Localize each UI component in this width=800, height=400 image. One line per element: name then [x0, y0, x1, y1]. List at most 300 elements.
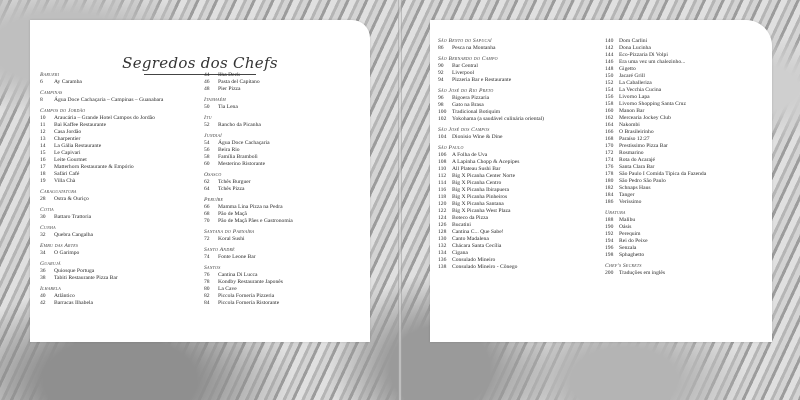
restaurant-name: Liverpool — [452, 70, 475, 76]
page-number: 12 — [40, 129, 46, 135]
page-number: 150 — [605, 73, 614, 79]
restaurant-name: Schnaps Haus — [619, 185, 651, 191]
city-heading: Barueri — [40, 72, 60, 78]
index-entry — [40, 232, 190, 239]
restaurant-name: Família Brambolì — [218, 154, 258, 160]
city-heading: Jundiaí — [204, 133, 222, 139]
index-entry — [605, 199, 767, 206]
index-entry — [438, 180, 600, 187]
page-number: 138 — [438, 264, 447, 270]
page-number: 146 — [605, 59, 614, 65]
index-entry — [204, 236, 354, 243]
page-number: 144 — [605, 52, 614, 58]
index-group — [438, 127, 600, 141]
page-number: 92 — [438, 70, 444, 76]
city-heading: Guarujá — [40, 261, 61, 267]
index-entry — [438, 159, 600, 166]
index-entry — [438, 134, 600, 141]
index-entry — [605, 270, 767, 277]
page-number: 180 — [605, 178, 614, 184]
index-entry — [605, 143, 767, 150]
page-number: 16 — [40, 157, 46, 163]
restaurant-name: Koral Sushi — [218, 236, 245, 242]
restaurant-name: Pão de Maçã Pães e Gastronomia — [218, 218, 293, 224]
page-number: 70 — [204, 218, 210, 224]
index-entry — [605, 129, 767, 136]
page-number: 132 — [438, 243, 447, 249]
restaurant-name: Tchês Burguer — [218, 179, 251, 185]
index-entry — [605, 45, 767, 52]
page-number: 142 — [605, 45, 614, 51]
restaurant-name: Ostra & Ouriço — [54, 196, 89, 202]
page-number: 170 — [605, 143, 614, 149]
index-entry — [438, 95, 600, 102]
index-entry — [605, 122, 767, 129]
index-entry — [438, 208, 600, 215]
page-number: 124 — [438, 215, 447, 221]
page-number: 108 — [438, 159, 447, 165]
restaurant-name: Santa Clara Bar — [619, 164, 655, 170]
index-entry — [204, 293, 354, 300]
restaurant-name: La Vecchia Cucina — [619, 87, 662, 93]
city-heading: Ilhabela — [40, 286, 61, 292]
restaurant-name: Tia Lena — [218, 104, 238, 110]
restaurant-name: Água Doce Cachaçaria – Campinas – Guanabara — [54, 97, 164, 103]
index-group — [204, 247, 354, 261]
restaurant-name: Pasta del Capitano — [218, 79, 260, 85]
index-entry — [204, 154, 354, 161]
index-entry — [438, 109, 600, 116]
page-number: 182 — [605, 185, 614, 191]
page-number: 94 — [438, 77, 444, 83]
index-group — [40, 189, 190, 203]
page-number: 190 — [605, 224, 614, 230]
page-number: 82 — [204, 293, 210, 299]
index-entry — [605, 66, 767, 73]
restaurant-name: Pão de Maçã — [218, 211, 247, 217]
restaurant-name: Prestissimo Pizza Bar — [619, 143, 668, 149]
page-number: 74 — [204, 254, 210, 260]
page-number: 112 — [438, 173, 447, 179]
city-heading: São José do Rio Preto — [438, 88, 494, 94]
page-number: 192 — [605, 231, 614, 237]
restaurant-name: Villa Chà — [54, 178, 76, 184]
restaurant-name: Manon Bar — [619, 108, 645, 114]
page-number: 136 — [438, 257, 447, 263]
index-entry — [40, 136, 190, 143]
restaurant-name: Boteco da Pizza — [452, 215, 489, 221]
index-entry — [438, 102, 600, 109]
page-number: 126 — [438, 222, 447, 228]
page-number: 42 — [40, 300, 46, 306]
page-number: 186 — [605, 199, 614, 205]
page-number: 174 — [605, 157, 614, 163]
index-entry — [204, 72, 354, 79]
restaurant-name: Veríssimo — [619, 199, 642, 205]
restaurant-name: Fonte Leone Bar — [218, 254, 256, 260]
page-number: 162 — [605, 115, 614, 121]
index-group — [40, 225, 190, 239]
index-entry — [605, 115, 767, 122]
page-number: 13 — [40, 136, 46, 142]
restaurant-name: Dona Lucinha — [619, 45, 651, 51]
restaurant-name: Big X Picanha Center Norte — [452, 173, 516, 179]
restaurant-name: Livorno Shopping Santa Cruz — [619, 101, 686, 107]
city-heading: Campos do Jordão — [40, 108, 86, 114]
page-number: 156 — [605, 94, 614, 100]
index-group — [438, 56, 600, 84]
index-entry — [438, 215, 600, 222]
restaurant-name: Tabiti Restaurante Pizza Bar — [54, 275, 118, 281]
index-entry — [40, 214, 190, 221]
index-entry — [40, 115, 190, 122]
restaurant-name: Mercearia Jockey Club — [619, 115, 671, 121]
restaurant-name: Dom Carlini — [619, 38, 648, 44]
page-number: 62 — [204, 179, 210, 185]
index-entry — [605, 157, 767, 164]
index-entry — [204, 272, 354, 279]
index-entry — [204, 254, 354, 261]
index-entry — [605, 108, 767, 115]
page-number: 40 — [40, 293, 46, 299]
restaurant-name: O Garimpo — [54, 250, 80, 256]
restaurant-name: Tradicional Botiquim — [452, 109, 501, 115]
index-group — [40, 108, 190, 185]
restaurant-name: Rota do Acarajé — [619, 157, 656, 163]
index-entry — [204, 218, 354, 225]
restaurant-name: Atlântico — [54, 293, 75, 299]
index-entry — [204, 279, 354, 286]
city-heading: Ubatuba — [605, 210, 626, 216]
restaurant-name: Big X Picanha Pinheiros — [452, 194, 508, 200]
restaurant-name: Água Doce Cachaçaria — [218, 140, 270, 146]
restaurant-name: Kondby Restaurante Japonês — [218, 279, 283, 285]
page-number: 19 — [40, 178, 46, 184]
page-number: 104 — [438, 134, 447, 140]
index-group — [204, 172, 354, 193]
page-number: 172 — [605, 150, 614, 156]
index-entry — [438, 264, 600, 271]
city-heading: Osasco — [204, 172, 222, 178]
restaurant-name: Rosmarino — [619, 150, 644, 156]
restaurant-name: Malibu — [619, 217, 636, 223]
restaurant-name: Dionisio Wine & Dine — [452, 134, 503, 140]
index-entry — [605, 80, 767, 87]
restaurant-name: Quebra Cangalha — [54, 232, 93, 238]
index-group — [438, 88, 600, 123]
page-number: 52 — [204, 122, 210, 128]
restaurant-name: A Lapinha Chopp & Acepipes — [452, 159, 520, 165]
restaurant-name: Piccola Fornería Pizzeria — [218, 293, 275, 299]
city-heading: Santana do Parnaíba — [204, 229, 255, 235]
restaurant-name: Sphaghetto — [619, 252, 645, 258]
page-number: 56 — [204, 147, 210, 153]
page-number: 15 — [40, 150, 46, 156]
city-heading: Chef's Secrets — [605, 263, 642, 269]
page-number: 72 — [204, 236, 210, 242]
page-number: 84 — [204, 300, 210, 306]
restaurant-name: Cantina Di Lucca — [218, 272, 258, 278]
restaurant-name: Bigoera Pizzaria — [452, 95, 490, 101]
page-number: 128 — [438, 229, 447, 235]
page-number: 11 — [40, 122, 46, 128]
index-entry — [438, 45, 600, 52]
page-number: 44 — [204, 72, 210, 78]
index-group — [438, 38, 600, 52]
restaurant-name: Cigana — [452, 250, 468, 256]
restaurant-name: Ay Caramba — [54, 79, 82, 85]
page-number: 6 — [40, 79, 43, 85]
page-number: 122 — [438, 208, 447, 214]
index-entry — [605, 52, 767, 59]
page-number: 140 — [605, 38, 614, 44]
index-group — [438, 145, 600, 271]
page-title: Segredos dos Chefs — [122, 54, 278, 72]
index-entry — [605, 245, 767, 252]
page-number: 154 — [605, 87, 614, 93]
page-number: 130 — [438, 236, 447, 242]
page-number: 188 — [605, 217, 614, 223]
page-number: 198 — [605, 252, 614, 258]
page-number: 178 — [605, 171, 614, 177]
city-heading: Santos — [204, 265, 221, 271]
restaurant-name: Consulado Mineiro - Cônego — [452, 264, 518, 270]
page-number: 46 — [204, 79, 210, 85]
index-entry — [204, 147, 354, 154]
index-entry — [204, 211, 354, 218]
restaurant-name: Gigetto — [619, 66, 636, 72]
index-entry — [438, 236, 600, 243]
index-group — [605, 263, 767, 277]
page-number: 194 — [605, 238, 614, 244]
index-entry — [438, 187, 600, 194]
page-number: 66 — [204, 204, 210, 210]
restaurant-name: Yokohama (a saudável culinária oriental) — [452, 116, 545, 122]
restaurant-name: O Brasileirinho — [619, 129, 654, 135]
restaurant-name: Piccola Fornería Ristorante — [218, 300, 280, 306]
page-number: 158 — [605, 101, 614, 107]
index-entry — [605, 171, 767, 178]
page-number: 168 — [605, 136, 614, 142]
index-group — [40, 72, 190, 86]
index-group — [204, 229, 354, 243]
index-entry — [204, 300, 354, 307]
index-entry — [438, 222, 600, 229]
page-number: 118 — [438, 194, 447, 200]
restaurant-name: A Folha de Uva — [452, 152, 488, 158]
index-group — [40, 90, 190, 104]
index-entry — [605, 217, 767, 224]
index-group — [605, 210, 767, 259]
index-entry — [438, 152, 600, 159]
city-heading: São José dos Campos — [438, 127, 490, 133]
page-number: 34 — [40, 250, 46, 256]
page-number: 64 — [204, 186, 210, 192]
index-entry — [204, 186, 354, 193]
page-number: 50 — [204, 104, 210, 110]
restaurant-name: La Gália Restaurante — [54, 143, 102, 149]
restaurant-name: Rei do Peixe — [619, 238, 648, 244]
page-number: 148 — [605, 66, 614, 72]
restaurant-name: Mesterino Ristorante — [218, 161, 266, 167]
page-number: 14 — [40, 143, 46, 149]
index-entry — [605, 38, 767, 45]
city-heading: Campinas — [40, 90, 63, 96]
restaurant-name: Beira Rio — [218, 147, 240, 153]
restaurant-name: Gato na Brasa — [452, 102, 484, 108]
restaurant-name: Nakombi — [619, 122, 640, 128]
index-column-right-2 — [605, 38, 767, 281]
index-entry — [605, 252, 767, 259]
restaurant-name: Araucária – Grande Hotel Campos do Jordão — [54, 115, 155, 121]
page-number: 102 — [438, 116, 447, 122]
index-entry — [605, 238, 767, 245]
index-entry — [605, 101, 767, 108]
index-entry — [605, 87, 767, 94]
index-group — [204, 97, 354, 111]
city-heading: Cunha — [40, 225, 56, 231]
restaurant-name: Big X Picanha Santana — [452, 201, 504, 207]
index-entry — [438, 173, 600, 180]
restaurant-name: La Caballeriza — [619, 80, 652, 86]
city-heading: Itu — [204, 115, 212, 121]
index-group — [40, 261, 190, 282]
page-number: 176 — [605, 164, 614, 170]
page-number: 160 — [605, 108, 614, 114]
index-group — [204, 115, 354, 129]
index-group — [40, 207, 190, 221]
page-number: 58 — [204, 154, 210, 160]
restaurant-name: Pesca na Montanha — [452, 45, 496, 51]
restaurant-name: Canto Madalena — [452, 236, 489, 242]
index-entry — [438, 257, 600, 264]
page-number: 116 — [438, 187, 447, 193]
index-entry — [605, 136, 767, 143]
index-entry — [40, 79, 190, 86]
index-group — [204, 133, 354, 168]
index-entry — [438, 77, 600, 84]
restaurant-name: Bucatini — [452, 222, 471, 228]
page-number: 164 — [605, 122, 614, 128]
index-entry — [438, 116, 600, 123]
index-column-left-1 — [40, 72, 190, 311]
restaurant-name: La Cave — [218, 286, 237, 292]
restaurant-name: Tanger — [619, 192, 635, 198]
index-entry — [204, 104, 354, 111]
index-entry — [438, 229, 600, 236]
page-number: 32 — [40, 232, 46, 238]
index-group — [40, 286, 190, 307]
page-number: 90 — [438, 63, 444, 69]
index-entry — [40, 250, 190, 257]
index-entry — [204, 179, 354, 186]
restaurant-name: Big X Picanha Ibirapuera — [452, 187, 510, 193]
index-group — [204, 265, 354, 307]
index-entry — [438, 63, 600, 70]
index-entry — [605, 94, 767, 101]
index-entry — [204, 140, 354, 147]
restaurant-name: Quiosque Portuga — [54, 268, 95, 274]
index-entry — [40, 122, 190, 129]
city-heading: Itanhaém — [204, 97, 227, 103]
restaurant-name: Paraíso 12:27 — [619, 136, 650, 142]
index-entry — [204, 79, 354, 86]
page-number: 114 — [438, 180, 447, 186]
restaurant-name: Era uma vez um chalezinho... — [619, 59, 686, 65]
page-number: 10 — [40, 115, 46, 121]
restaurant-name: Eco-Pizzaria Di Volpi — [619, 52, 668, 58]
index-column-right-1 — [438, 38, 600, 275]
city-heading: Peruíbe — [204, 197, 224, 203]
restaurant-name: Jacaré Grill — [619, 73, 645, 79]
index-group — [204, 197, 354, 225]
restaurant-name: Safári Café — [54, 171, 80, 177]
restaurant-name: Rancho da Picanha — [218, 122, 261, 128]
page-number: 30 — [40, 214, 46, 220]
index-entry — [40, 164, 190, 171]
index-group — [204, 72, 354, 93]
page-fold — [398, 0, 402, 400]
page-number: 106 — [438, 152, 447, 158]
restaurant-name: Matterhorn Restaurante & Empório — [54, 164, 134, 170]
page-number: 196 — [605, 245, 614, 251]
index-entry — [204, 204, 354, 211]
index-entry — [40, 268, 190, 275]
page-number: 18 — [40, 171, 46, 177]
page-number: 60 — [204, 161, 210, 167]
page-number: 96 — [438, 95, 444, 101]
index-entry — [605, 224, 767, 231]
index-entry — [40, 97, 190, 104]
index-entry — [40, 129, 190, 136]
page-number: 48 — [204, 86, 210, 92]
city-heading: Embu das Artes — [40, 243, 79, 249]
page-number: 200 — [605, 270, 614, 276]
page-number: 152 — [605, 80, 614, 86]
page-number: 36 — [40, 268, 46, 274]
index-entry — [438, 243, 600, 250]
page-number: 100 — [438, 109, 447, 115]
index-entry — [605, 192, 767, 199]
restaurant-name: Traduções em inglês — [619, 270, 666, 276]
restaurant-name: Pizzeria Bar e Restaurante — [452, 77, 512, 83]
restaurant-name: Big X Picanha Centro — [452, 180, 502, 186]
page-number: 8 — [40, 97, 43, 103]
page-number: 78 — [204, 279, 210, 285]
restaurant-name: Pier Pizza — [218, 86, 241, 92]
index-entry — [605, 150, 767, 157]
restaurant-name: Mamma Lina Pizza na Pedra — [218, 204, 283, 210]
page-number: 184 — [605, 192, 614, 198]
restaurant-name: Oásis — [619, 224, 632, 230]
page-number: 80 — [204, 286, 210, 292]
index-entry — [40, 275, 190, 282]
restaurant-name: São Pedro São Paulo — [619, 178, 666, 184]
index-entry — [438, 166, 600, 173]
index-entry — [40, 143, 190, 150]
restaurant-name: Senzala — [619, 245, 637, 251]
index-entry — [40, 300, 190, 307]
index-entry — [605, 59, 767, 66]
index-entry — [204, 86, 354, 93]
restaurant-name: Le Capivari — [54, 150, 81, 156]
index-entry — [40, 178, 190, 185]
restaurant-name: Casa Jordão — [54, 129, 82, 135]
restaurant-name: Cantina C... Que Sabe! — [452, 229, 504, 235]
city-heading: São Bento do Sapucaí — [438, 38, 492, 44]
city-heading: Santo André — [204, 247, 235, 253]
index-entry — [40, 293, 190, 300]
